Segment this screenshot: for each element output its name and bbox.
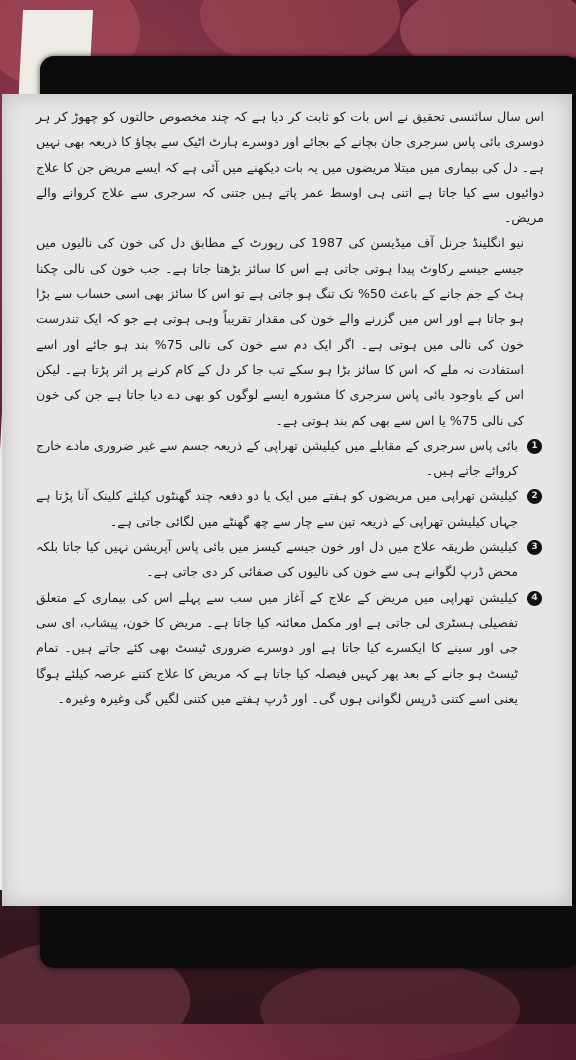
number-bullet-icon: 1 xyxy=(527,439,542,454)
number-bullet-icon: 4 xyxy=(527,591,542,606)
list-item xyxy=(36,483,544,534)
paragraph-intro: اس سال سائنسی تحقیق نے اس بات کو ثابت کر دیا ہے کہ چند مخصوص حالتوں کو چھوڑ کر ہر دوسری بائی پاس سرجری جان بچانے کے بجائے اور دوسرے ہارٹ اٹیک سے بچاؤ کا ذریعہ بھی نہیں ہے۔ دل کی بیماری میں مبتلا مریضوں میں یہ بات دیکھنے میں آئی ہے کہ ایسے مریض جن کا علاج دوائیوں سے کیا جاتا ہے اتنی ہی اوسط عمر پاتے ہیں جتنی کہ سرجری سے علاج کروانے والے مریض۔ xyxy=(36,109,544,226)
number-bullet-icon: 2 xyxy=(527,489,542,504)
document-page xyxy=(2,94,572,906)
article-text xyxy=(36,104,544,711)
list-item-text: بائی پاس سرجری کے مقابلے میں کیلیشن تھراپی کے ذریعہ جسم سے غیر ضروری مادے خارج کروائے جاتے ہیں۔ xyxy=(36,437,518,479)
number-bullet-icon: 3 xyxy=(527,540,542,555)
fabric-pattern xyxy=(260,960,520,1060)
paragraph-nejm-report: نیو انگلینڈ جرنل آف میڈیسن کی 1987 کی رپورٹ کے مطابق دل کی خون کی نالیوں میں جیسے جیسے رکاوٹ پیدا ہوتی جاتی ہے اس کا سائز بڑھتا جاتا ہے۔ جب خون کی نالی چکنا ہٹ کے جم جانے کے باعث 50% تک تنگ ہو جاتی ہے تو اس کا سائز بھی اسی حساب سے بڑا ہو جاتا ہے اور اس میں گزرنے والے خون کی مقدار تقریباً وہی ہوتی ہے جو کہ ایک تندرست خون کی نالی میں ہوتی ہے۔ اگر ایک دم سے خون کی نالی 75% بند ہو جائے اور اسے استفادت نہ ملے کہ اس کا سائز بڑا ہو سکے تب جا کر دل کے کام کرنے پر اثر پڑتا ہے۔ لیکن اس کے باوجود بائی پاس سرجری کا مشورہ ایسے لوگوں کو بھی دے دیا جاتا ہے جن کی خون کی نالی 75% یا اس سے بھی کم بند ہوتی ہے۔ xyxy=(36,235,524,428)
list-item-text: کیلیشن تھراپی میں مریضوں کو ہفتے میں ایک یا دو دفعہ چند گھنٹوں کیلئے کلینک آنا پڑتا ہے جہاں کیلیشن تھراپی کے ذریعہ تین سے چار سے چھ گھنٹے میں لگائی جاتی ہے۔ xyxy=(36,488,518,529)
list-item xyxy=(36,433,544,484)
list-item-text: کیلیشن تھراپی میں مریض کے علاج کے آغاز میں سب سے پہلے اس کی بیماری کے متعلق تفصیلی ہسٹری لی جاتی ہے اور مکمل معائنہ کیا جاتا ہے۔ مریض کا خون، پیشاب، ای سی جی اور سینے کا ایکسرے کیا جاتا ہے اور دوسرے ضروری ٹیسٹ بھی کئے جاتے ہیں۔ تمام ٹیسٹ ہو جانے کے بعد پھر کہیں فیصلہ کیا جاتا ہے کہ مریض کا علاج کتنے عرصہ کیلئے ہوگا یعنی اسے کتنی ڈرپس لگوانی ہوں گی۔ اور ڈرپ ہفتے میں کتنی لگیں گی وغیرہ وغیرہ۔ xyxy=(36,589,518,706)
list-item xyxy=(36,585,544,711)
list-item-text: کیلیشن طریقہ علاج میں دل اور خون جیسے کیسز میں بائی پاس آپریشن نہیں کیا جاتا بلکہ محض ڈرپ لگوانے ہی سے خون کی نالیوں کی صفائی کر دی جاتی ہے۔ xyxy=(36,539,518,580)
list-item xyxy=(36,534,544,585)
